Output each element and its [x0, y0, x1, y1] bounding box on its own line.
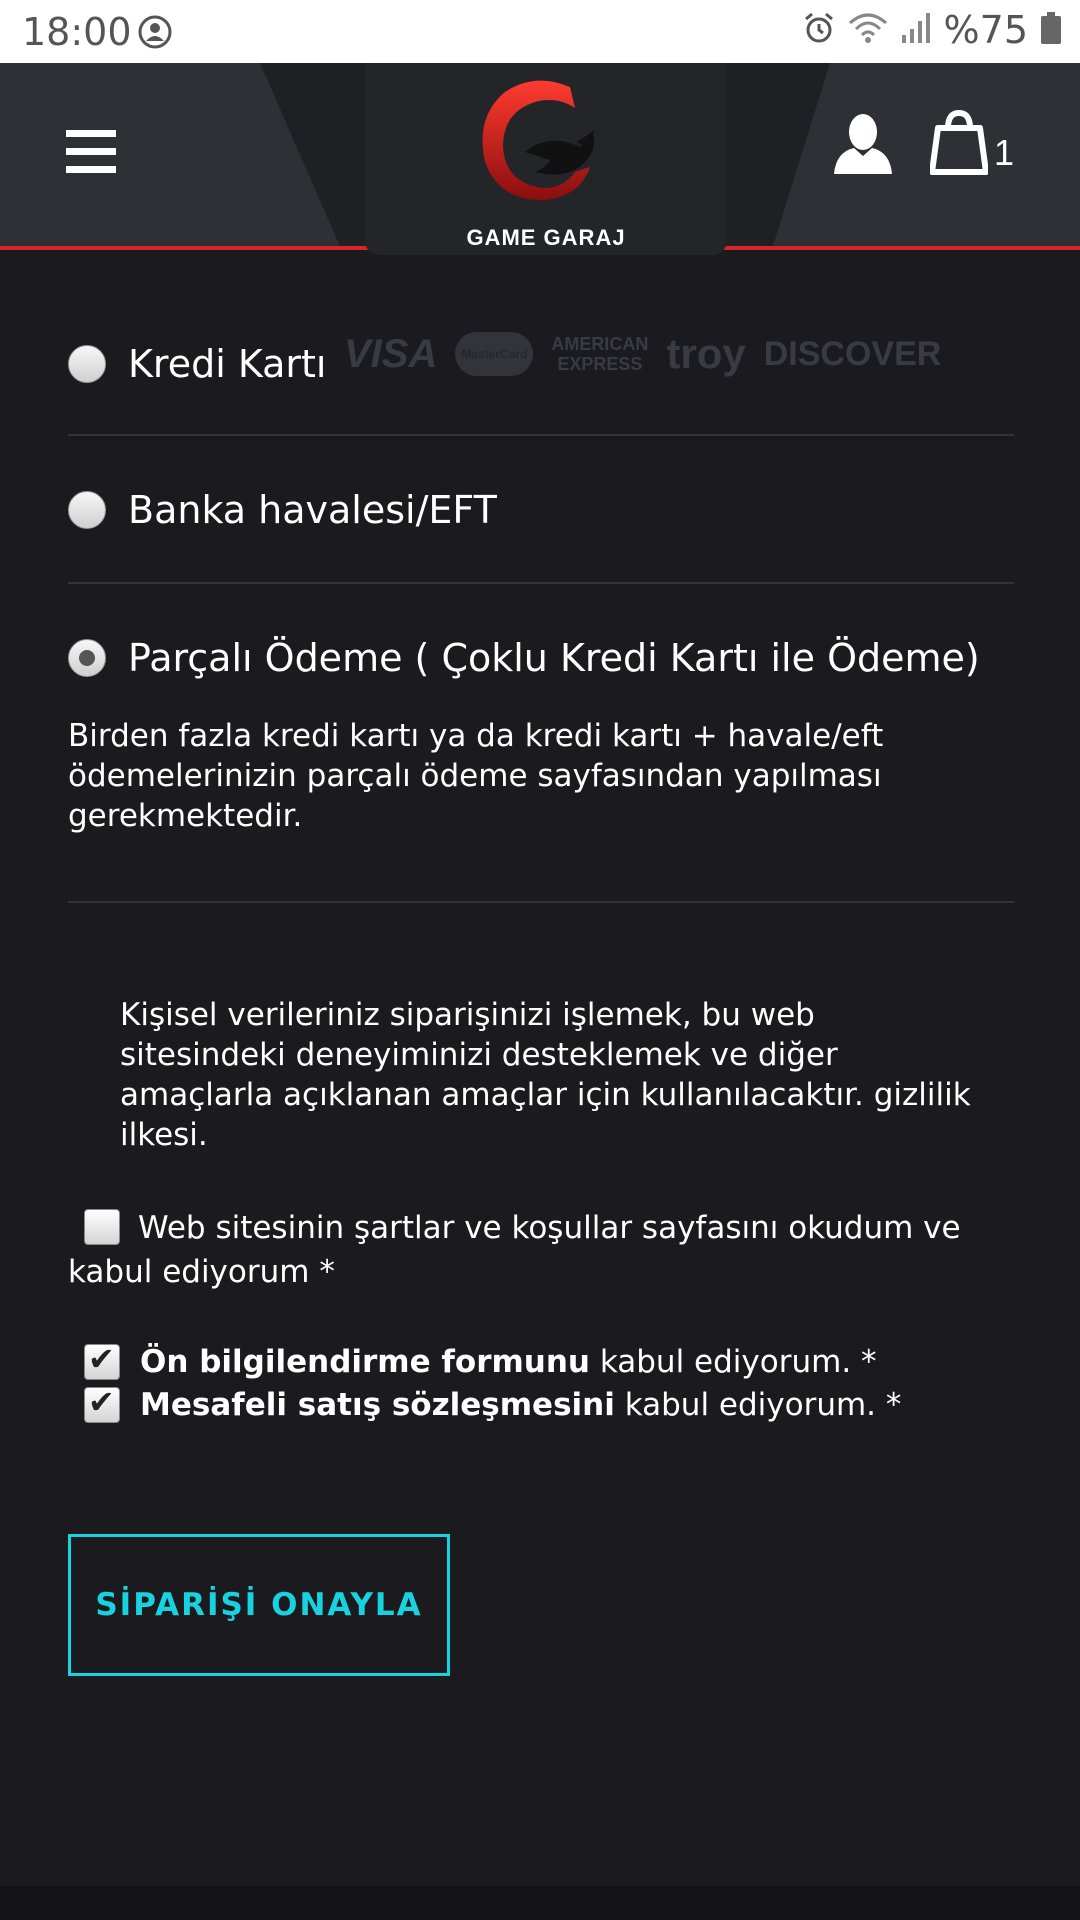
- wifi-icon: [848, 11, 888, 49]
- distance-sales-checkbox[interactable]: [84, 1383, 120, 1423]
- agreement-label: [140, 1387, 901, 1423]
- logo-text: GAME GARAJ: [466, 225, 626, 250]
- signal-icon: [900, 11, 932, 49]
- american-express-logo: [551, 334, 648, 374]
- card-logos: [344, 330, 941, 378]
- menu-icon[interactable]: [66, 130, 116, 178]
- radio-bank-transfer[interactable]: [68, 491, 106, 529]
- divider: [68, 434, 1014, 436]
- discover-logo: DISCOVER: [763, 334, 942, 373]
- terms-row[interactable]: [68, 1206, 988, 1294]
- cart-count-badge: 1: [994, 132, 1015, 173]
- agreement-bold: Mesafeli satış sözleşmesini: [140, 1387, 615, 1423]
- user-account-icon[interactable]: [832, 112, 894, 178]
- payment-option-credit-card[interactable]: [68, 342, 326, 386]
- agreement-rest: kabul ediyorum. *: [590, 1344, 877, 1380]
- payment-option-label: Parçalı Ödeme ( Çoklu Kredi Kartı ile Ödeme): [128, 636, 980, 680]
- radio-split-payment[interactable]: [68, 639, 106, 677]
- confirm-order-button[interactable]: SİPARİŞİ ONAYLA: [68, 1534, 450, 1676]
- profile-status-icon: [138, 15, 172, 53]
- troy-logo: troy: [666, 330, 746, 377]
- mastercard-logo: MasterCard: [455, 332, 533, 376]
- pre-information-checkbox[interactable]: [84, 1340, 120, 1380]
- payment-option-split-payment[interactable]: [68, 636, 980, 680]
- agreement-pre-information[interactable]: [84, 1340, 877, 1380]
- check-icon: ✔: [88, 1383, 115, 1421]
- alarm-icon: [802, 11, 836, 49]
- payment-option-label: Kredi Kartı: [128, 342, 327, 386]
- divider: [68, 582, 1014, 584]
- visa-logo: VISA: [344, 331, 438, 376]
- radio-credit-card[interactable]: [68, 345, 106, 383]
- battery-level: %75: [943, 8, 1028, 52]
- terms-label: Web sitesinin şartlar ve koşullar sayfasını okudum ve kabul ediyorum *: [68, 1210, 961, 1290]
- payment-option-bank-transfer[interactable]: [68, 488, 497, 532]
- amex-line-1: AMERICAN: [551, 334, 649, 354]
- payment-option-label: Banka havalesi/EFT: [128, 488, 497, 532]
- footer-strip: [0, 1886, 1080, 1920]
- battery-icon: [1040, 11, 1062, 49]
- check-icon: ✔: [88, 1340, 115, 1378]
- divider: [68, 901, 1014, 903]
- agreement-bold: Ön bilgilendirme formunu: [140, 1344, 590, 1380]
- amex-line-2: EXPRESS: [557, 354, 643, 374]
- privacy-notice: Kişisel verileriniz siparişinizi işlemek, bu web sitesindeki deneyiminizi desteklemek ve diğer amaçlarla açıklanan amaçlar için kullanılacaktır. gizlilik ilkesi.: [120, 997, 971, 1153]
- game-garaj-logo[interactable]: [465, 72, 615, 226]
- status-bar: [0, 0, 1080, 63]
- split-payment-description: Birden fazla kredi kartı ya da kredi kartı + havale/eft ödemelerinizin parçalı ödeme sayfasından yapılması gerekmektedir.: [68, 718, 884, 834]
- agreement-distance-sales[interactable]: [84, 1383, 902, 1423]
- agreement-label: [140, 1344, 877, 1380]
- agreement-rest: kabul ediyorum. *: [614, 1387, 902, 1423]
- shopping-bag-icon[interactable]: [930, 110, 988, 180]
- terms-checkbox[interactable]: [84, 1209, 120, 1245]
- status-time: 18:00: [22, 10, 132, 54]
